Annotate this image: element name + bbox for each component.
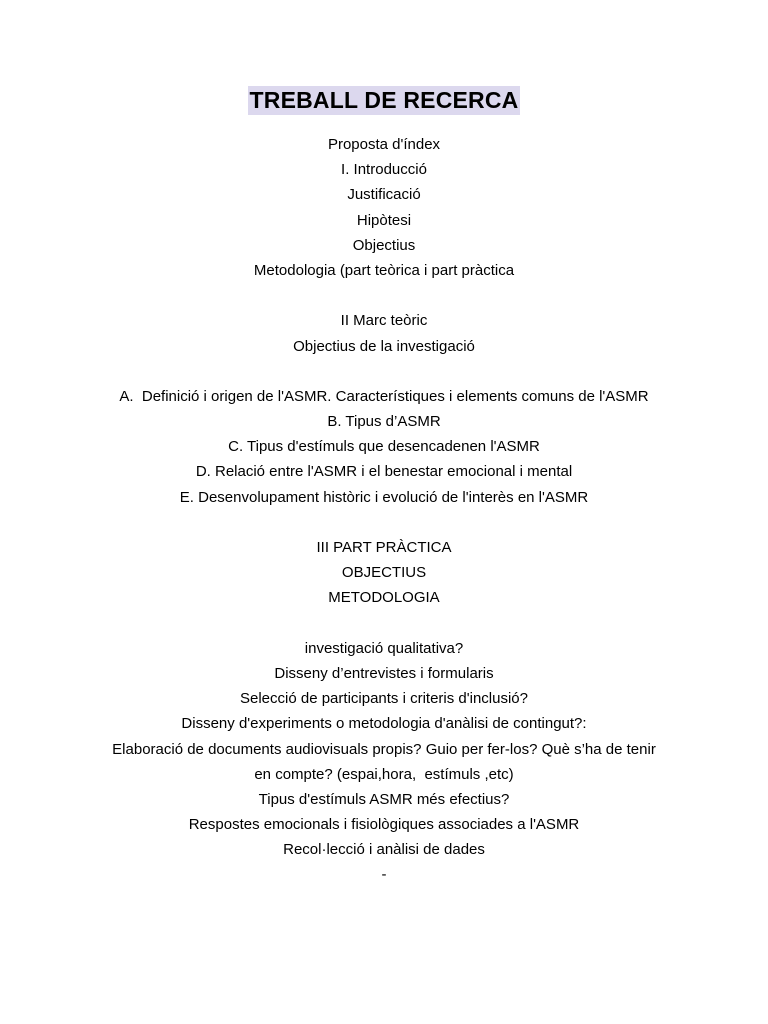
- index-line: Hipòtesi: [356, 211, 412, 229]
- index-line: Selecció de participants i criteris d'inclusió?: [240, 690, 528, 708]
- index-line: Tipus d'estímuls ASMR més efectius?: [258, 790, 510, 808]
- index-line: B. Tipus d’ASMR: [327, 413, 441, 431]
- index-line: Objectius de la investigació: [293, 337, 475, 355]
- index-line: METODOLOGIA: [328, 589, 440, 607]
- index-line: III PART PRÀCTICA: [316, 539, 452, 556]
- index-line: Recol·lecció i anàlisi de dades: [283, 841, 485, 859]
- index-line: Objectius: [352, 236, 416, 254]
- index-line: Justificació: [347, 186, 421, 204]
- blank-line: [0, 510, 768, 535]
- index-line: Respostes emocionals i fisiològiques associades a l'ASMR: [188, 816, 580, 834]
- index-line: C. Tipus d'estímuls que desencadenen l'ASMR: [228, 438, 540, 456]
- index-line: Disseny d’entrevistes i formularis: [274, 664, 494, 682]
- index-line: OBJECTIUS: [341, 564, 427, 582]
- blank-line: [0, 283, 768, 308]
- title-container: [0, 86, 768, 115]
- blank-line: [0, 359, 768, 384]
- index-line: I. Introducció: [341, 161, 427, 179]
- index-line: -: [381, 866, 387, 884]
- document-title: TREBALL DE RECERCA: [249, 87, 519, 113]
- index-line: A. Definició i origen de l'ASMR. Característiques i elements comuns de l'ASMR: [119, 387, 649, 405]
- index-line: II Marc teòric: [340, 312, 428, 330]
- index-line: investigació qualitativa?: [304, 639, 464, 657]
- index-line: en compte? (espai,hora, estímuls ,etc): [254, 765, 514, 783]
- index-line: D. Relació entre l'ASMR i el benestar emocional i mental: [195, 463, 573, 481]
- index-line: Metodologia (part teòrica i part pràctica: [253, 261, 515, 279]
- index-line: Proposta d'índex: [327, 136, 441, 153]
- index-line: Elaboració de documents audiovisuals propis? Guio per fer-los? Què s’ha de tenir: [112, 740, 656, 758]
- blank-line: [0, 611, 768, 636]
- index-line: E. Desenvolupament històric i evolució de l'interès en l'ASMR: [179, 488, 589, 506]
- index-line: Disseny d'experiments o metodologia d'anàlisi de contingut?:: [181, 715, 587, 733]
- index-lines: [0, 132, 768, 888]
